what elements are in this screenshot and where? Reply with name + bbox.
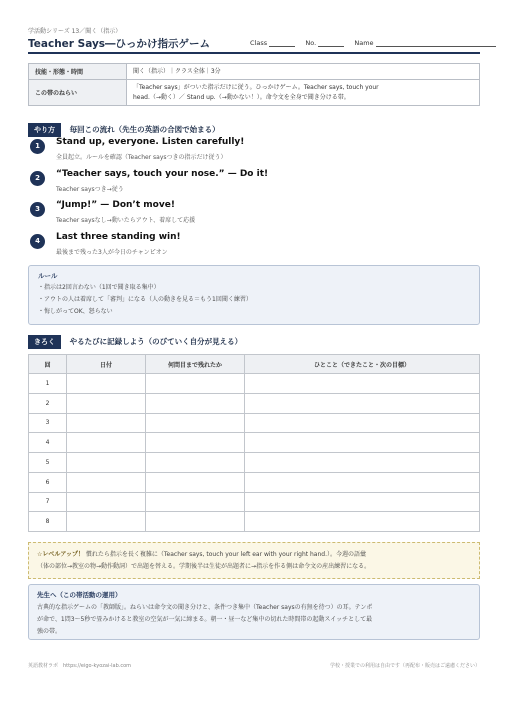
step-number: 1 [30,139,45,154]
round-number: 2 [29,393,67,413]
title-row [28,36,480,50]
level-up-label: ☆レベルアップ！ [37,551,84,558]
comment-cell[interactable] [245,512,480,532]
date-cell[interactable] [67,453,146,473]
survived-cell[interactable] [146,393,245,413]
record-heading [28,335,480,349]
step-number: 2 [30,171,45,186]
step-description: Teacher saysつき→従う [56,186,124,193]
teacher-note-line: 強の帯。 [37,628,62,635]
comment-cell[interactable] [245,453,480,473]
record-col-header: 何問目まで残れたか [146,355,245,374]
survived-cell[interactable] [146,374,245,394]
step-heading: “Jump!” — Don’t move! [56,200,175,210]
comment-cell[interactable] [245,492,480,512]
table-row [29,374,480,394]
footer-terms: 学校・授業での利用は自由です（再配布・販売はご遠慮ください） [329,663,480,669]
comment-cell[interactable] [245,374,480,394]
survived-cell[interactable] [146,492,245,512]
info-table [28,63,480,106]
table-row [29,393,480,413]
page-title: Teacher Says―ひっかけ指示ゲーム [28,38,211,50]
class-label: Class [250,39,268,47]
level-up-line [37,549,471,561]
footer [28,662,480,669]
record-col-header: 日付 [67,355,146,374]
step-description: 最後まで残った3人が今日のチャンピオン [56,249,168,256]
rule-item: ・指示は2回言わない（1回で聞き取る集中） [38,284,160,291]
info-value-line: head.（→動く）／ Stand up.（→動かない！）。命令文を全身で聞き分ける帯。 [133,93,350,101]
round-number: 8 [29,512,67,532]
comment-cell[interactable] [245,472,480,492]
comment-cell[interactable] [245,413,480,433]
step-heading: Stand up, everyone. Listen carefully! [56,137,245,147]
round-number: 3 [29,413,67,433]
name-blank [376,39,496,47]
record-header-row [29,355,480,374]
step-description: 全員起立。ルールを確認（Teacher saysつきの指示だけ従う） [56,154,227,161]
round-number: 6 [29,472,67,492]
title-rule [28,52,480,54]
record-badge: きろく [28,335,61,349]
student-fields [250,39,496,47]
comment-cell[interactable] [245,433,480,453]
survived-cell[interactable] [146,512,245,532]
info-value [127,80,480,106]
comment-cell[interactable] [245,393,480,413]
info-row [29,64,480,80]
procedure-heading [28,123,480,137]
info-value-line: 「Teacher says」がついた指示だけに従う。ひっかけゲーム。Teacher says, touch your [133,84,379,92]
date-cell[interactable] [67,393,146,413]
level-up-box [28,542,480,579]
procedure-title: 毎回この流れ（先生の英語の合図で始まる） [69,125,220,134]
info-key: この帯のねらい [29,80,127,106]
record-col-header: 回 [29,355,67,374]
procedure-badge: やり方 [28,123,61,137]
info-row [29,80,480,106]
record-title: やるたびに記録しよう（のびていく自分が見える） [69,337,243,346]
survived-cell[interactable] [146,453,245,473]
step-number: 3 [30,202,45,217]
series-label: 学活動シリーズ 13／聞く（指示） [28,28,122,35]
step-description: Teacher saysなし→動いたらアウト、着席して応援 [56,217,196,224]
record-col-header: ひとこと（できたこと・次の目標） [245,355,480,374]
class-blank [269,39,295,47]
no-label: No. [305,39,317,47]
step-heading: “Teacher says, touch your nose.” — Do it! [56,169,269,179]
info-key: 技能・形態・時間 [29,64,127,80]
date-cell[interactable] [67,433,146,453]
step-number: 4 [30,234,45,249]
no-blank [318,39,344,47]
date-cell[interactable] [67,492,146,512]
date-cell[interactable] [67,472,146,492]
table-row [29,492,480,512]
table-row [29,512,480,532]
round-number: 4 [29,433,67,453]
record-table [28,354,480,532]
round-number: 1 [29,374,67,394]
rule-item: ・悔しがってOK、怒らない [38,308,113,315]
step-heading: Last three standing win! [56,232,181,242]
date-cell[interactable] [67,512,146,532]
round-number: 5 [29,453,67,473]
survived-cell[interactable] [146,433,245,453]
teacher-note-line: が命で、1問3～5秒で畳みかけると教室の空気が一気に締まる。朝一・昼一など集中の切れた時間帯の起動スイッチとして最 [37,616,373,623]
date-cell[interactable] [67,413,146,433]
table-row [29,453,480,473]
level-up-line: （体の部位→教室の物→動作動詞）で出題を替える。学期後半は生徒が出題者に→指示を作る側は命令文の産出練習になる。 [37,563,371,570]
survived-cell[interactable] [146,413,245,433]
rules-title: ルール [38,272,58,280]
table-row [29,472,480,492]
name-label: Name [354,39,374,47]
teacher-note-line: 古典的な指示ゲームの「教師版」。ねらいは命令文の聞き分けと、条件つき集中（Teacher saysの有無を待つ）の耳。テンポ [37,604,373,611]
rule-item: ・アウトの人は着席して「審判」になる（人の動きを見る＝もう1回聞く練習） [38,296,252,303]
info-value: 聞く（指示）｜クラス全体｜3分 [127,64,480,80]
table-row [29,413,480,433]
teacher-note-box [28,584,480,640]
teacher-note-title: 先生へ（この帯活動の運用） [37,591,122,599]
round-number: 7 [29,492,67,512]
date-cell[interactable] [67,374,146,394]
survived-cell[interactable] [146,472,245,492]
table-row [29,433,480,453]
footer-site: 英語教材ラボ https://eigo-kyozai-lab.com [28,663,132,669]
level-up-text: 慣れたら指示を長く複雑に（Teacher says, touch your left ear with your right hand.）。今週の語彙 [85,551,367,558]
rules-box [28,265,480,325]
